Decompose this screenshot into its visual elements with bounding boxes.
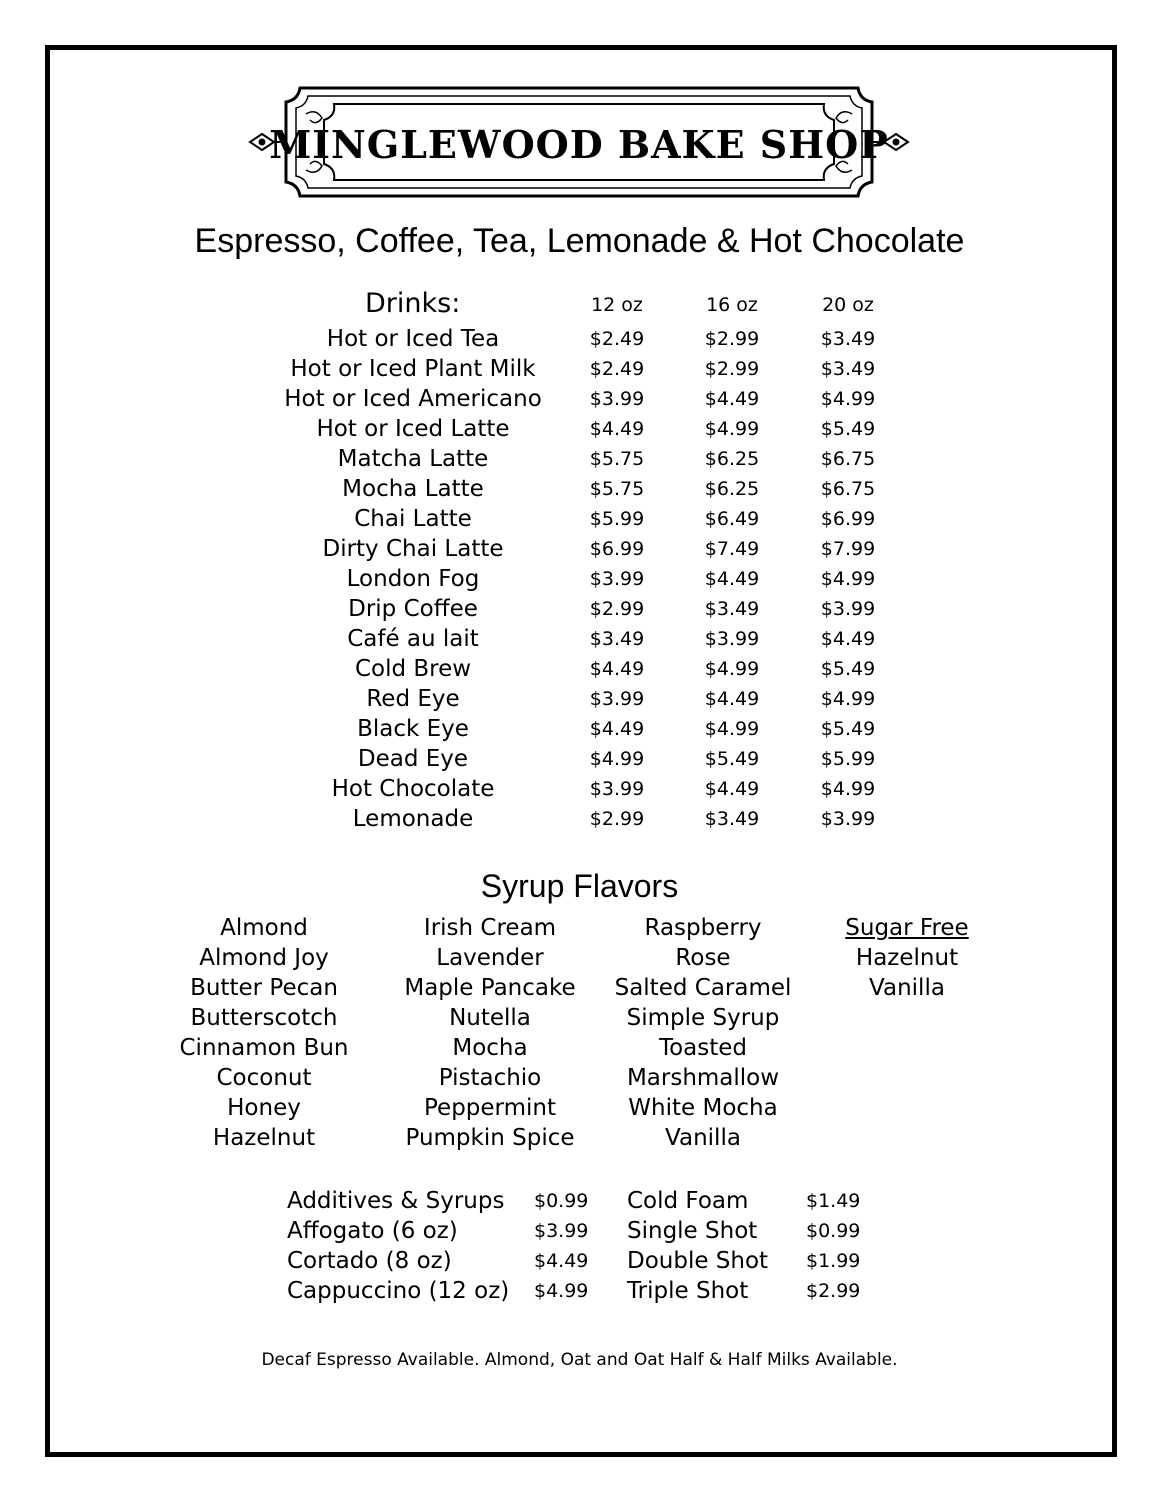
syrup-flavor: Hazelnut	[855, 945, 959, 971]
syrup-flavor: Toasted	[658, 1035, 748, 1061]
drink-row	[0, 356, 1159, 386]
drink-name: London Fog	[346, 566, 480, 592]
price-12oz: $3.49	[589, 628, 645, 650]
drink-name: Black Eye	[357, 716, 469, 742]
price-16oz: $3.99	[704, 628, 760, 650]
drink-name: Lemonade	[352, 806, 474, 832]
drink-name: Chai Latte	[354, 506, 472, 532]
price-16oz: $3.49	[704, 598, 760, 620]
syrup-flavor: Salted Caramel	[614, 975, 792, 1001]
extra-item-price: $1.49	[806, 1190, 861, 1212]
drink-name: Drip Coffee	[348, 596, 478, 622]
syrup-flavors-title: Syrup Flavors	[480, 868, 679, 904]
minglewood-bake-shop-logo	[248, 86, 910, 198]
price-20oz: $3.49	[820, 358, 876, 380]
syrup-flavor: Pistachio	[438, 1065, 542, 1091]
price-20oz: $6.75	[820, 478, 876, 500]
drink-row	[0, 506, 1159, 536]
syrup-flavor: Raspberry	[644, 915, 762, 941]
price-20oz: $5.49	[820, 718, 876, 740]
drink-name: Hot or Iced Latte	[316, 416, 510, 442]
price-12oz: $4.99	[589, 748, 645, 770]
price-20oz: $4.99	[820, 388, 876, 410]
price-16oz: $4.99	[704, 718, 760, 740]
price-12oz: $4.49	[589, 658, 645, 680]
syrup-flavor: Hazelnut	[212, 1125, 316, 1151]
syrup-flavor: Coconut	[216, 1065, 312, 1091]
drink-name: Mocha Latte	[342, 476, 484, 502]
drink-row	[0, 716, 1159, 746]
price-12oz: $2.49	[589, 358, 645, 380]
syrup-flavor: Lavender	[436, 945, 544, 971]
syrup-flavor: Nutella	[449, 1005, 531, 1031]
drink-row	[0, 656, 1159, 686]
syrup-flavor: Almond Joy	[199, 945, 329, 971]
extra-item-price: $4.49	[534, 1250, 589, 1272]
price-16oz: $3.49	[704, 808, 760, 830]
drink-row	[0, 476, 1159, 506]
extra-item-name: Double Shot	[627, 1248, 769, 1274]
syrup-flavor: Butter Pecan	[190, 975, 338, 1001]
extra-item-name: Cortado (8 oz)	[287, 1248, 452, 1274]
price-16oz: $6.25	[704, 478, 760, 500]
extra-item-price: $0.99	[806, 1220, 861, 1242]
drink-name: Cold Brew	[354, 656, 472, 682]
price-12oz: $2.99	[589, 598, 645, 620]
price-12oz: $3.99	[589, 778, 645, 800]
price-12oz: $5.99	[589, 508, 645, 530]
price-20oz: $6.99	[820, 508, 876, 530]
syrup-flavor: Rose	[675, 945, 731, 971]
price-20oz: $4.99	[820, 568, 876, 590]
syrup-flavor: White Mocha	[628, 1095, 778, 1121]
price-16oz: $5.49	[704, 748, 760, 770]
extra-item-price: $4.99	[534, 1280, 589, 1302]
syrup-flavor: Vanilla	[665, 1125, 741, 1151]
extra-item-name: Cold Foam	[627, 1188, 749, 1214]
drink-name: Hot Chocolate	[331, 776, 495, 802]
price-16oz: $2.99	[704, 328, 760, 350]
syrup-flavor: Simple Syrup	[626, 1005, 780, 1031]
price-20oz: $3.99	[820, 808, 876, 830]
price-12oz: $3.99	[589, 568, 645, 590]
extra-item-name: Affogato (6 oz)	[287, 1218, 458, 1244]
extra-item-name: Cappuccino (12 oz)	[287, 1278, 510, 1304]
size-header-20oz: 20 oz	[822, 294, 874, 316]
drink-row	[0, 746, 1159, 776]
price-20oz: $3.99	[820, 598, 876, 620]
syrup-flavor: Butterscotch	[190, 1005, 338, 1031]
drink-name: Dirty Chai Latte	[322, 536, 504, 562]
size-header-16oz: 16 oz	[706, 294, 758, 316]
price-12oz: $2.49	[589, 328, 645, 350]
drink-row	[0, 596, 1159, 626]
price-20oz: $3.49	[820, 328, 876, 350]
svg-text:MINGLEWOOD BAKE SHOP: MINGLEWOOD BAKE SHOP	[269, 122, 889, 167]
syrup-flavor: Maple Pancake	[404, 975, 576, 1001]
price-20oz: $5.49	[820, 658, 876, 680]
price-16oz: $4.99	[704, 418, 760, 440]
price-16oz: $4.49	[704, 568, 760, 590]
price-16oz: $4.49	[704, 388, 760, 410]
syrup-flavor: Pumpkin Spice	[405, 1125, 575, 1151]
syrup-flavor: Honey	[227, 1095, 301, 1121]
extra-item-name: Single Shot	[627, 1218, 758, 1244]
price-12oz: $5.75	[589, 478, 645, 500]
menu-subtitle: Espresso, Coffee, Tea, Lemonade & Hot Chocolate	[194, 222, 965, 260]
drink-name: Café au lait	[347, 626, 479, 652]
drink-row	[0, 386, 1159, 416]
drink-row	[0, 446, 1159, 476]
extra-item-price: $3.99	[534, 1220, 589, 1242]
price-16oz: $4.99	[704, 658, 760, 680]
price-12oz: $2.99	[589, 808, 645, 830]
price-20oz: $5.49	[820, 418, 876, 440]
price-12oz: $4.49	[589, 418, 645, 440]
drink-row	[0, 806, 1159, 836]
price-12oz: $4.49	[589, 718, 645, 740]
extra-item-name: Additives & Syrups	[287, 1188, 505, 1214]
syrup-flavor: Irish Cream	[423, 915, 557, 941]
sugar-free-column	[787, 913, 1027, 1003]
price-16oz: $6.25	[704, 448, 760, 470]
drink-name: Hot or Iced Plant Milk	[290, 356, 536, 382]
price-20oz: $4.99	[820, 688, 876, 710]
milk-availability-footnote: Decaf Espresso Available. Almond, Oat and Oat Half & Half Milks Available.	[261, 1350, 898, 1370]
syrup-flavor: Vanilla	[869, 975, 945, 1001]
syrup-flavor: Peppermint	[424, 1095, 556, 1121]
price-20oz: $6.75	[820, 448, 876, 470]
sugar-free-heading: Sugar Free	[845, 915, 969, 941]
extra-item-price: $0.99	[534, 1190, 589, 1212]
drink-row	[0, 686, 1159, 716]
drink-name: Matcha Latte	[337, 446, 489, 472]
size-header-12oz: 12 oz	[591, 294, 643, 316]
price-20oz: $4.49	[820, 628, 876, 650]
price-20oz: $7.99	[820, 538, 876, 560]
extra-item-price: $1.99	[806, 1250, 861, 1272]
syrup-flavor: Almond	[220, 915, 308, 941]
syrup-flavor: Marshmallow	[626, 1065, 780, 1091]
price-16oz: $6.49	[704, 508, 760, 530]
price-16oz: $7.49	[704, 538, 760, 560]
price-20oz: $5.99	[820, 748, 876, 770]
price-12oz: $3.99	[589, 688, 645, 710]
drinks-heading: Drinks:	[365, 288, 461, 319]
drink-name: Hot or Iced Americano	[284, 386, 542, 412]
drink-name: Hot or Iced Tea	[326, 326, 500, 352]
syrup-column-1	[144, 913, 384, 1153]
extra-item-price: $2.99	[806, 1280, 861, 1302]
drink-name: Red Eye	[366, 686, 460, 712]
syrup-column-2	[370, 913, 610, 1153]
drink-name: Dead Eye	[357, 746, 469, 772]
drink-row	[0, 566, 1159, 596]
price-16oz: $4.49	[704, 778, 760, 800]
price-16oz: $2.99	[704, 358, 760, 380]
price-12oz: $5.75	[589, 448, 645, 470]
extra-item-name: Triple Shot	[627, 1278, 749, 1304]
drink-row	[0, 626, 1159, 656]
price-12oz: $6.99	[589, 538, 645, 560]
price-12oz: $3.99	[589, 388, 645, 410]
drink-row	[0, 326, 1159, 356]
syrup-flavor: Cinnamon Bun	[179, 1035, 349, 1061]
price-20oz: $4.99	[820, 778, 876, 800]
drink-row	[0, 536, 1159, 566]
drink-row	[0, 416, 1159, 446]
price-16oz: $4.49	[704, 688, 760, 710]
syrup-flavor: Mocha	[452, 1035, 528, 1061]
drink-row	[0, 776, 1159, 806]
